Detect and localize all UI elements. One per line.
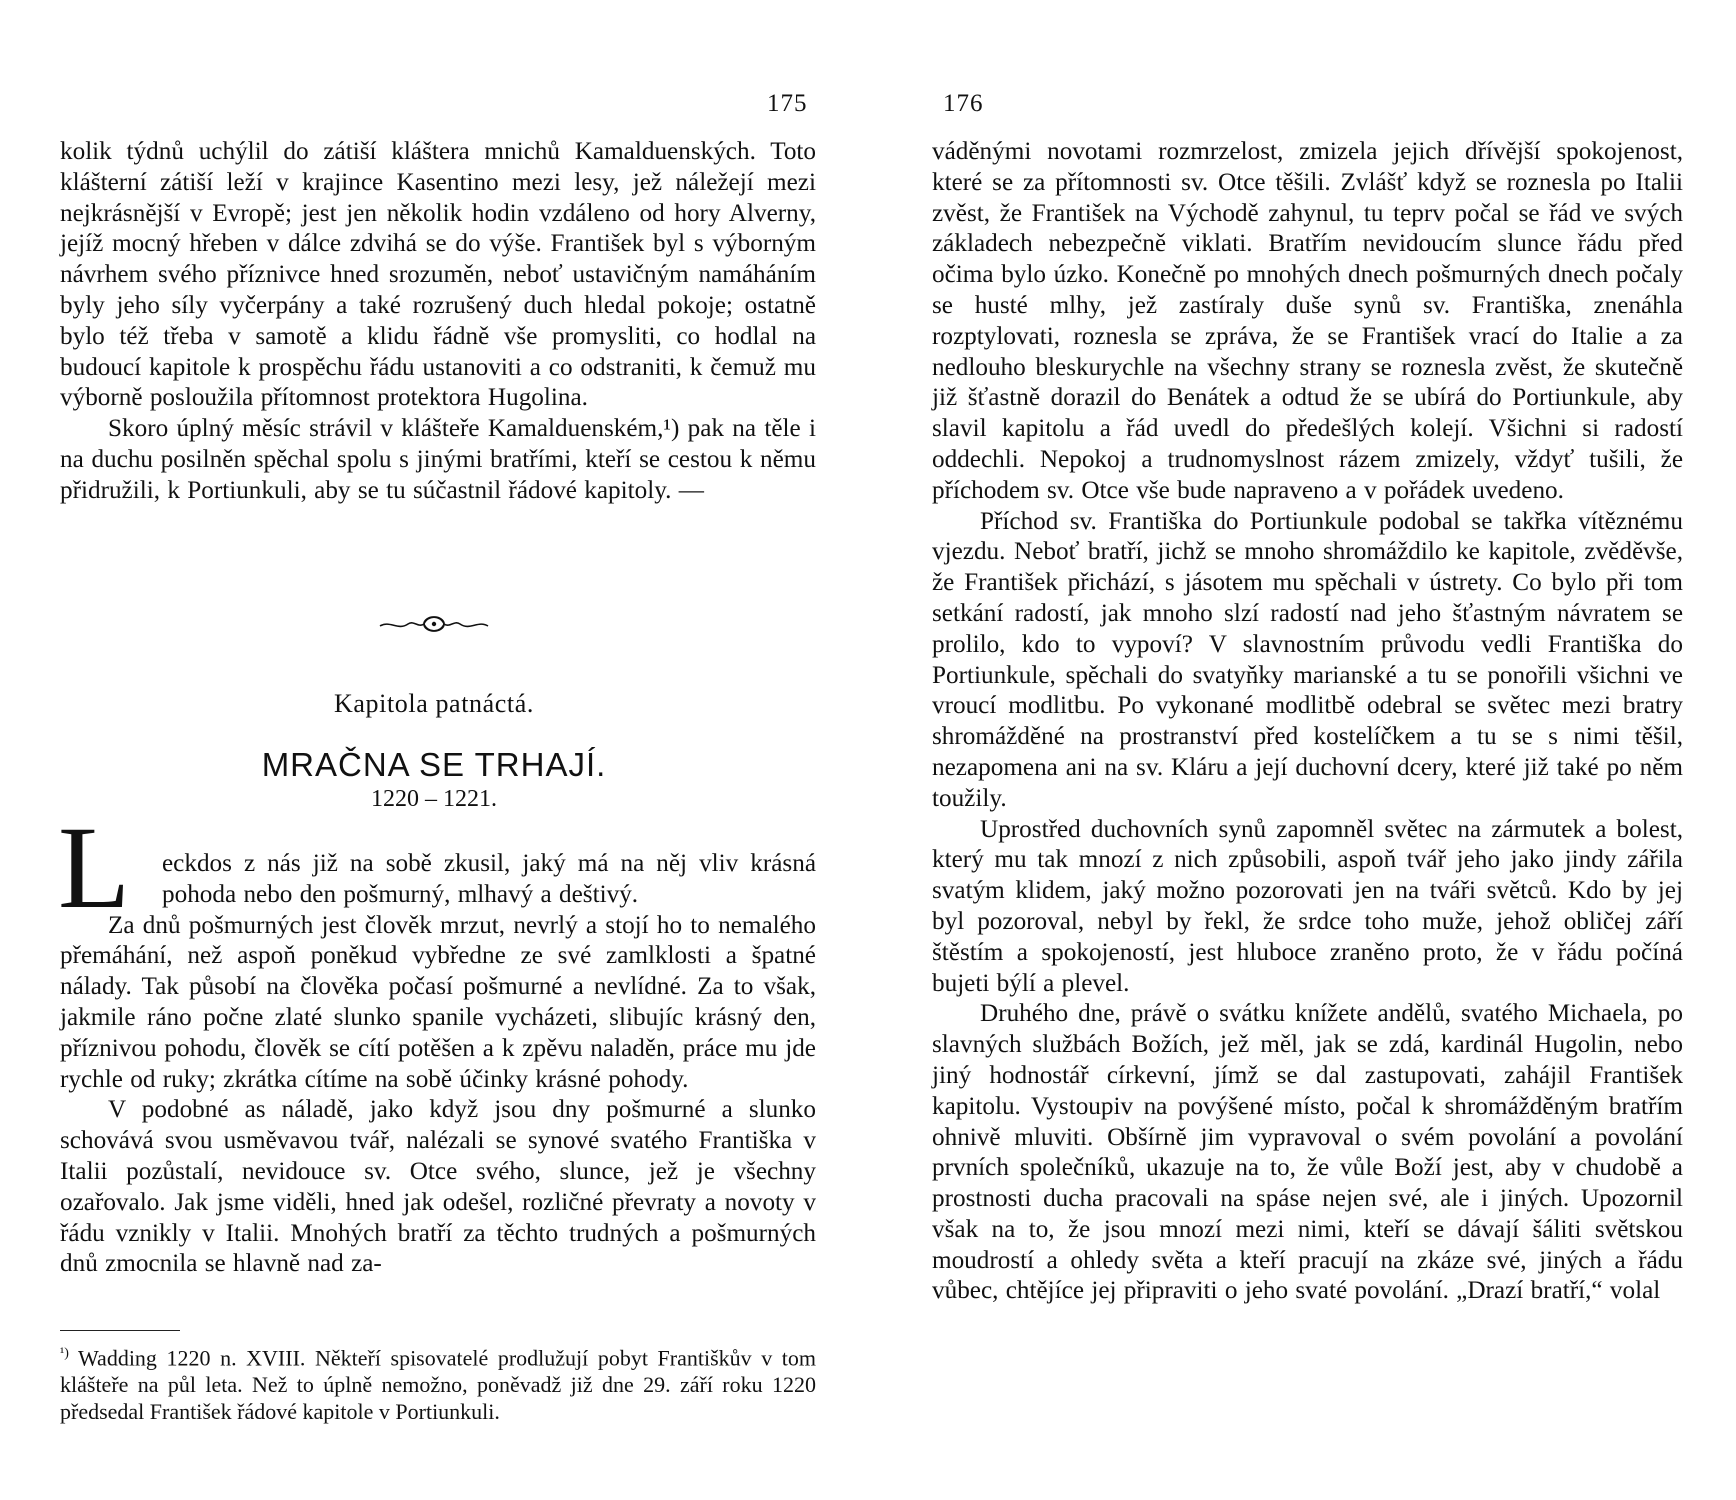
footnote-mark: ¹) bbox=[60, 1346, 69, 1361]
chapter-first-lines: eckdos z nás již na sobě zkusil, jaký má na něj vliv krásná pohoda nebo den pošmurný, mlhavý a deštivý. bbox=[162, 850, 816, 908]
right-paragraph-2: Příchod sv. Františka do Portiunkule podobal se takřka vítěznému vjezdu. Neboť bratří, jichž se mnoho shromáždilo ke kapitole, zvěděvše, že František přichází, s jásotem mu spěchali v ústrety. Co bylo při tom setkání radostí, jak mnoho slzí radostí nad jeho šťastným návratem se prolilo, kdo to vypoví? V slavnostním průvodu vedli Františka do Portiunkule, spěchali do svatyňky marianské a tu se ponořili všichni ve vroucí modlitbu. Po vykonané modlitbě odebral se světec mezi bratry shromážděné na prostranství před kostelíčkem a tu se s nimi těšil, nezapomena ani na sv. Kláru a její duchovní dcery, které již také po něm toužily. bbox=[932, 507, 1683, 812]
ornament-divider-icon bbox=[378, 611, 490, 637]
opening-paragraph: kolik týdnů uchýlil do zátiší kláštera mnichů Kamalduenských. Toto klášterní zátiší leží v krajince Kasentino mezi lesy, jež náležejí mezi nejkrásnější v Evropě; jest jen několik hodin vzdáleno od hory Alverny, jejíž mocný hřeben v dálce zdvihá se do výše. František byl s výborným návrhem svého příznivce hned srozuměn, neboť ustavičným namáháním byly jeho síly vyčerpány a také rozrušený duch hledal pokoje; ostatně bylo též třeba v samotě a klidu řádně vše promysliti, co hodlal na budoucí kapitole k prospěchu řádu ustanoviti a co odstraniti, k čemuž mu výborně posloužila přítomnost protektora Hugolina. bbox=[60, 138, 816, 412]
left-page-upper-text bbox=[60, 137, 816, 507]
page-number-right: 176 bbox=[943, 90, 984, 117]
page-number-left: 175 bbox=[767, 90, 808, 117]
right-paragraph-3: Uprostřed duchovních synů zapomněl světec na zármutek a bolest, který mu tak mnozí z nich způsobili, aspoň tvář jeho jako jindy zářila svatým klidem, jaký možno pozorovati jen na tváři světců. Kdo by jej byl pozoroval, nebyl by řekl, že srdce toho muže, jehož obličej září štěstím a spokojeností, jest hluboce zraněno proto, že v řádu počíná bujeti býlí a plevel. bbox=[932, 815, 1683, 997]
chapter-first-paragraph bbox=[60, 849, 816, 1095]
right-page-text bbox=[932, 137, 1683, 1307]
chapter-years: 1220 – 1221. bbox=[371, 786, 497, 812]
footnote-rule bbox=[60, 1330, 180, 1331]
right-paragraph-1: váděnými novotami rozmrzelost, zmizela jejich dřívější spokojenost, které se za přítomnosti sv. Otce těšili. Zvlášť když se roznesla po Italii zvěst, že František na Východě zahynul, tu teprv počal se řád ve svých základech nebezpečně viklati. Bratřím nevidoucím slunce řádu před očima bylo úzko. Konečně po mnohých dnech pošmurných dnech počaly se husté mlhy, jež zastíraly duše synů sv. Františka, znenáhla rozptylovati, roznesla se zpráva, že se František vrací do Italie a za nedlouho bleskurychle na všechny strany se roznesla zvěst, že skutečně již šťastně dorazil do Benátek a odtud že se ubírá do Portiunkule, aby slavil kapitolu a řád uvedl do předešlých kolejí. Všichni si radostí oddechli. Nepokoj a trudnomyslnost rázem zmizely, vždyť tušili, že příchodem sv. Otce vše bude napraveno a v pořádek uvedeno. bbox=[932, 138, 1683, 504]
chapter-first-rest: Za dnů pošmurných jest člověk mrzut, nevrlý a stojí ho to nemalého přemáhání, než aspoň poněkud vybředne ze své zamlklosti a špatné nálady. Tak působí na člověka počasí pošmurné a nevlídné. Za to však, jakmile ráno počne zlaté slunko spanile vycházeti, slibujíc krásný den, příznivou pohodu, člověk se cítí potěšen a k zpěvu naladěn, práce mu jde rychle od ruky; zkrátka cítíme na sobě účinky krásné pohody. bbox=[60, 911, 816, 1093]
chapter-second-paragraph: V podobné as náladě, jako když jsou dny pošmurné a slunko schovává svou usměvavou tvář, nalézali se synové svatého Františka v Italii pozůstalí, nevidouce sv. Otce svého, slunce, jež je všechny ozařovalo. Jak jsme viděli, hned jak odešel, rozličné převraty a novoty v řádu vznikly v Italii. Mnohých bratří za těchto trudných a pošmurných dnů zmocnila se hlavně nad za- bbox=[60, 1096, 816, 1278]
chapter-label: Kapitola patnáctá. bbox=[334, 689, 534, 718]
footnote bbox=[60, 1340, 816, 1425]
right-paragraph-4: Druhého dne, právě o svátku knížete andělů, svatého Michaela, po slavných službách Božích, jež měl, jak se zdá, kardinál Hugolin, nebo jiný hodnostář církevní, jímž se dal zastupovati, zahájil František kapitolu. Vystoupiv na povýšené místo, počal k shromážděným bratřím ohnivě mluviti. Obšírně jim vypravoval o svém povolání a povolání prvních společníků, ukazuje na to, že vůle Boží jest, aby v chudobě a prostnosti ducha pracovali na spáse nejen své, ale i jiných. Upozornil však na to, že jsou mnozí mezi nimi, kteří se dávají šáliti světskou moudrostí a ohledy světa a kteří pracují na zkáze své, jiných a řádu vůbec, chtějíce jej připraviti o jeho svaté povolání. „Drazí bratří,“ volal bbox=[932, 1000, 1683, 1305]
chapter-title: MRAČNA SE TRHAJÍ. bbox=[261, 746, 607, 783]
chapter-text bbox=[60, 849, 816, 1280]
footnote-text: Wadding 1220 n. XVIII. Někteří spisovatelé prodlužují pobyt Františkův v tom klášteře na půl leta. Než to úplně nemožno, poněvadž již dne 29. září roku 1220 předsedal František řádové kapitole v Portiunkuli. bbox=[60, 1345, 817, 1425]
dropcap-letter: L bbox=[58, 802, 131, 933]
second-paragraph: Skoro úplný měsíc strávil v klášteře Kamalduenském,¹) pak na těle i na duchu posilněn spěchal spolu s jinými bratřími, kteří se cestou k němu přidružili, k Portiunkuli, aby se tu súčastnil řádové kapitoly. — bbox=[60, 415, 816, 504]
